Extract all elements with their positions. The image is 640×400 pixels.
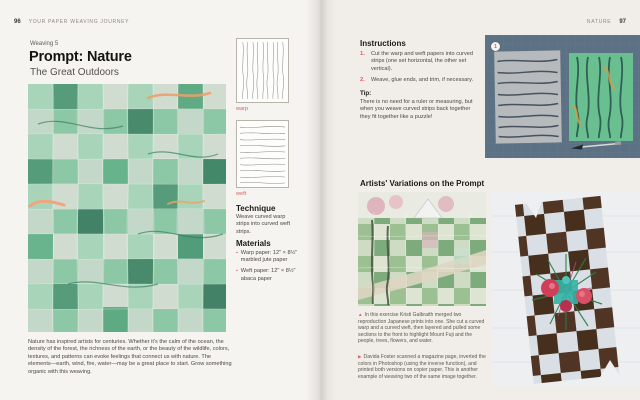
step-text: Cut the warp and weft papers into curved strips (one set horizontal, the other set vertical).	[371, 51, 473, 72]
step-number: 1.	[360, 51, 365, 57]
step-photo-image	[485, 35, 640, 158]
caption-marker-icon: ▶	[358, 354, 362, 359]
variations-heading: Artists' Variations on the Prompt	[360, 179, 485, 188]
technique-text: Weave curved warp strips into curved weft strips.	[236, 214, 291, 235]
material-item	[236, 268, 302, 283]
step-number-badge: 1	[491, 42, 500, 51]
page-number-left: 96	[14, 19, 21, 25]
bullet-icon: ▪	[236, 250, 238, 256]
variation-caption-1	[358, 312, 488, 345]
caption-text: In this exercise Kristi Galbraith merged two reproduction Japanese prints into one. She cut a curved warp and a curved weft, then layered and pulled some sections to the front to highlight Mount Fuji and the people, trees, flowers, and water.	[358, 312, 485, 345]
running-header-left	[14, 19, 129, 25]
materials-list	[236, 250, 302, 287]
instructions-heading: Instructions	[360, 39, 406, 48]
tip-heading: Tip:	[360, 90, 372, 97]
running-header-right	[587, 19, 626, 25]
right-page	[320, 0, 640, 400]
caption-text: Davida Foster scanned a magazine page, inverted the colors in Photoshop (using the inverse function), and printed both versions on copier paper. This is another example of weaving two of the same image together.	[358, 354, 486, 380]
material-item	[236, 250, 302, 265]
weft-diagram	[236, 120, 289, 188]
bullet-icon: ▪	[236, 268, 238, 275]
warp-diagram	[236, 38, 289, 103]
running-title-left: YOUR PAPER WEAVING JOURNEY	[28, 19, 130, 25]
material-text: Warp paper: 12" × 8½" marbled jute paper	[240, 250, 298, 264]
page-title: Prompt: Nature	[29, 49, 132, 65]
warp-label: warp	[236, 106, 249, 112]
tip-text: There is no need for a ruler or measuring, but when you weave curved strips back together they fit together like a puzzle!	[360, 99, 473, 120]
instructions-list	[360, 51, 478, 88]
material-text: Weft paper: 12" × 8½" abaca paper	[240, 268, 296, 282]
page-number-right: 97	[619, 19, 626, 25]
step-text: Weave, glue ends, and trim, if necessary.	[371, 76, 474, 83]
running-title-right: NATURE	[586, 19, 612, 25]
step-number: 2.	[360, 76, 365, 83]
variation-caption-2	[358, 354, 488, 380]
materials-heading: Materials	[236, 239, 271, 248]
variation-artwork-1-image	[358, 192, 486, 306]
weft-label: weft	[236, 191, 247, 197]
variation-artwork-2-image	[492, 192, 640, 386]
instruction-step	[360, 77, 478, 84]
technique-heading: Technique	[236, 204, 276, 213]
intro-paragraph: Nature has inspired artists for centuries. Whether it's the calm of the ocean, the density of the forest, the richness of the earth, or the beauty of the wildlife, colors, textures, and patterns can evoke feelings that connect us with nature. The elements—earth, wind, fire, water—may be a great place to start. Grow something organic with this weaving.	[28, 339, 232, 375]
kicker: Weaving 5	[30, 41, 59, 47]
page-subtitle: The Great Outdoors	[30, 67, 119, 78]
main-artwork-image	[28, 84, 226, 332]
caption-marker-icon: ▲	[358, 312, 363, 317]
instruction-step	[360, 51, 478, 73]
